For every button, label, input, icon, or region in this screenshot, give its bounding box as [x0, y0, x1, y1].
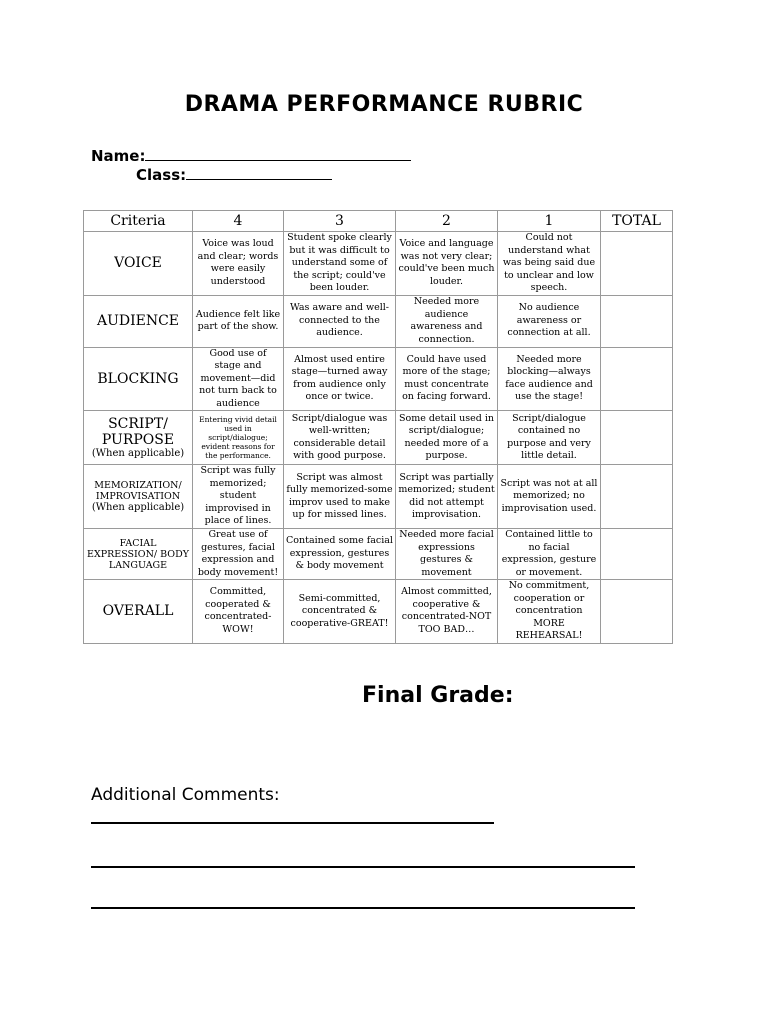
class-field[interactable] — [136, 166, 332, 184]
table-row — [84, 411, 673, 465]
table-row — [84, 232, 673, 296]
total-cell[interactable] — [601, 529, 673, 580]
comment-line-3[interactable] — [91, 907, 635, 909]
score-4-cell: Committed, cooperated & concentrated-WOW! — [193, 580, 284, 644]
criteria-label: BLOCKING — [97, 370, 179, 387]
header-score-1: 1 — [498, 211, 601, 232]
name-field[interactable] — [91, 147, 411, 165]
table-row — [84, 465, 673, 529]
score-1-cell: No audience awareness or connection at all. — [498, 295, 601, 347]
score-2-cell: Voice and language was not very clear; could've been much louder. — [396, 232, 498, 296]
score-3-cell: Was aware and well-connected to the audience. — [284, 295, 396, 347]
score-2-cell: Needed more facial expressions gestures & movement — [396, 529, 498, 580]
class-label: Class: — [136, 166, 187, 184]
final-grade-label: Final Grade: — [362, 683, 514, 708]
header-score-2: 2 — [396, 211, 498, 232]
criteria-label: FACIAL EXPRESSION/ BODY LANGUAGE — [87, 537, 189, 571]
score-1-cell: Needed more blocking—always face audience and use the stage! — [498, 347, 601, 411]
criteria-cell — [84, 232, 193, 296]
criteria-label: AUDIENCE — [96, 313, 180, 329]
score-3-cell: Student spoke clearly but it was difficult to understand some of the script; could've been louder. — [284, 232, 396, 296]
score-3-cell: Script was almost fully memorized-some improv used to make up for missed lines. — [284, 465, 396, 529]
score-1-cell: Contained little to no facial expression, gesture or movement. — [498, 529, 601, 580]
header-criteria: Criteria — [84, 211, 193, 232]
criteria-label: MEMORIZATION/ IMPROVISATION — [94, 479, 182, 502]
name-label: Name: — [91, 147, 146, 165]
comment-line-2[interactable] — [91, 866, 635, 868]
total-cell[interactable] — [601, 295, 673, 347]
criteria-label: SCRIPT/ PURPOSE — [101, 415, 175, 448]
total-cell[interactable] — [601, 465, 673, 529]
comments-label: Additional Comments: — [91, 785, 280, 805]
score-3-cell: Contained some facial expression, gestures & body movement — [284, 529, 396, 580]
score-1-cell: Script was not at all memorized; no improvisation used. — [498, 465, 601, 529]
score-4-cell: Script was fully memorized; student improvised in place of lines. — [193, 465, 284, 529]
score-4-cell: Audience felt like part of the show. — [193, 295, 284, 347]
criteria-cell — [84, 465, 193, 529]
criteria-note: (When applicable) — [91, 447, 185, 459]
total-cell[interactable] — [601, 232, 673, 296]
score-4-cell: Voice was loud and clear; words were easily understood — [193, 232, 284, 296]
score-3-cell: Script/dialogue was well-written; considerable detail with good purpose. — [284, 411, 396, 465]
rubric-table — [83, 210, 673, 644]
class-blank-line[interactable] — [186, 179, 332, 180]
name-blank-line[interactable] — [145, 160, 411, 161]
header-score-3: 3 — [284, 211, 396, 232]
table-row — [84, 347, 673, 411]
score-1-cell: Script/dialogue contained no purpose and very little detail. — [498, 411, 601, 465]
score-2-cell: Script was partially memorized; student did not attempt improvisation. — [396, 465, 498, 529]
score-2-cell: Some detail used in script/dialogue; needed more of a purpose. — [396, 411, 498, 465]
score-4-cell: Great use of gestures, facial expression and body movement! — [193, 529, 284, 580]
criteria-cell — [84, 295, 193, 347]
criteria-label: VOICE — [114, 255, 162, 272]
page-title: DRAMA PERFORMANCE RUBRIC — [184, 92, 584, 117]
table-row — [84, 529, 673, 580]
score-4-cell: Good use of stage and movement—did not turn back to audience — [193, 347, 284, 411]
table-row — [84, 295, 673, 347]
score-3-cell: Almost used entire stage—turned away from audience only once or twice. — [284, 347, 396, 411]
score-2-cell: Could have used more of the stage; must concentrate on facing forward. — [396, 347, 498, 411]
score-3-cell: Semi-committed, concentrated & cooperative-GREAT! — [284, 580, 396, 644]
score-4-cell: Entering vivid detail used in script/dialogue; evident reasons for the performance. — [193, 411, 284, 465]
header-total: TOTAL — [601, 211, 673, 232]
table-row — [84, 580, 673, 644]
criteria-cell — [84, 529, 193, 580]
criteria-cell — [84, 411, 193, 465]
comment-line-1[interactable] — [91, 822, 494, 824]
total-cell[interactable] — [601, 347, 673, 411]
total-cell[interactable] — [601, 411, 673, 465]
score-2-cell: Needed more audience awareness and connection. — [396, 295, 498, 347]
total-cell[interactable] — [601, 580, 673, 644]
criteria-cell — [84, 347, 193, 411]
header-row — [84, 211, 673, 232]
criteria-cell — [84, 580, 193, 644]
criteria-label: OVERALL — [102, 603, 174, 620]
score-1-cell: Could not understand what was being said due to unclear and low speech. — [498, 232, 601, 296]
score-1-cell: No commitment, cooperation or concentration MORE REHEARSAL! — [498, 580, 601, 644]
criteria-note: (When applicable) — [91, 501, 185, 513]
header-score-4: 4 — [193, 211, 284, 232]
score-2-cell: Almost committed, cooperative & concentrated-NOT TOO BAD… — [396, 580, 498, 644]
